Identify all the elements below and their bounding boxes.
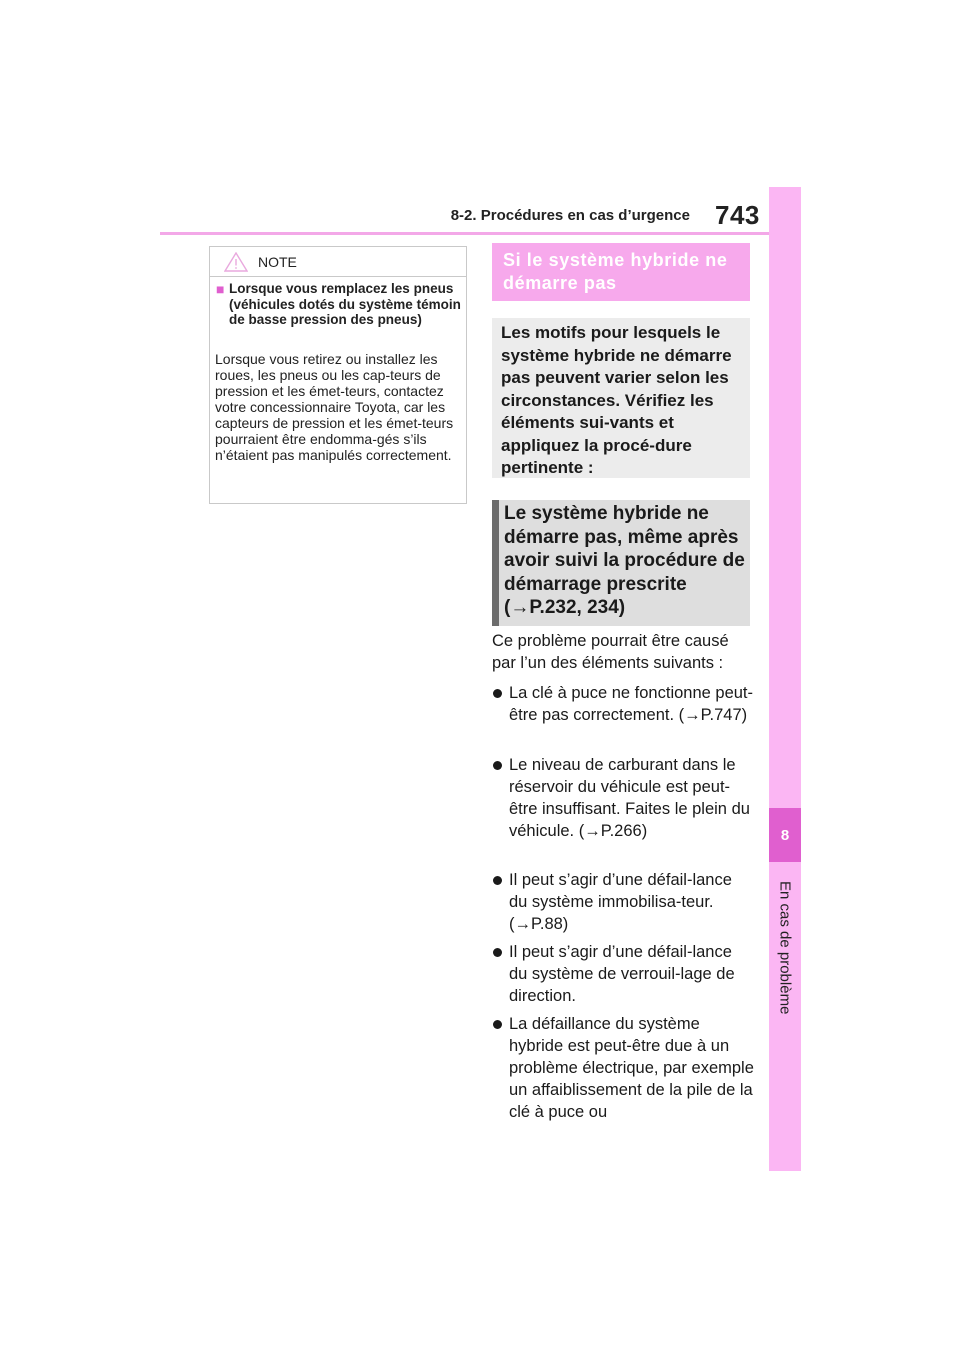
header-rule: [160, 232, 770, 235]
body-intro-text: Ce problème pourrait être causé par l’un des éléments suivants :: [492, 632, 729, 672]
chapter-label: [769, 868, 801, 1028]
note-bullet-square: ■: [216, 281, 225, 297]
subsection-accent-bar: [492, 500, 499, 626]
chapter-number-tab[interactable]: 8: [769, 808, 801, 862]
bullet-dot-icon: [493, 1020, 502, 1029]
section-heading: 8-2. Procédures en cas d’urgence: [450, 207, 690, 224]
warning-triangle-icon: [224, 252, 248, 272]
subsection-heading-box: [492, 500, 750, 626]
bullet-dot-icon: [493, 689, 502, 698]
note-body-text: Lorsque vous retirez ou installez les roues, les pneus ou les cap-teurs de pression et les émet-teurs, contactez votre concessionnaire Toyota, car les capteurs de pression et les émet-teurs pourraient être endomma-gés s’ils n’étaient pas manipulés correctement.: [215, 351, 454, 463]
section-title: Si le système hybride ne démarre pas: [503, 250, 728, 293]
intro-box: [492, 318, 750, 478]
note-box: [209, 246, 467, 504]
page-number: 743: [715, 200, 760, 230]
bullet-dot-icon: [493, 876, 502, 885]
list-item-text: La clé à puce ne fonctionne peut-être pas correctement. (→P.747): [509, 684, 754, 724]
bullet-dot-icon: [493, 761, 502, 770]
chapter-label-text: En cas de problème: [776, 881, 794, 1015]
list-item-text: Il peut s’agir d’une défail-lance du système immobilisa-teur. (→P.88): [509, 871, 732, 933]
list-item-text: Le niveau de carburant dans le réservoir du véhicule est peut-être insuffisant. Faites le plein du véhicule. (→P.266): [509, 756, 750, 840]
note-header: [210, 247, 466, 277]
note-title: NOTE: [258, 254, 297, 270]
section-title-box: [492, 243, 750, 301]
list-item-text: La défaillance du système hybride est peut-être due à un problème électrique, par exemple un affaiblissement de la pile de la clé à puce ou: [509, 1015, 754, 1121]
list-item-text: Il peut s’agir d’une défail-lance du système de verrouil-lage de direction.: [509, 943, 735, 1005]
note-subheading: Lorsque vous remplacez les pneus (véhicules dotés du système témoin de basse pression des pneus): [229, 281, 461, 327]
subsection-heading: Le système hybride ne démarre pas, même après avoir suivi la procédure de démarrage prescrite (→P.232, 234): [504, 503, 745, 618]
intro-text: Les motifs pour lesquels le système hybride ne démarre pas peuvent varier selon les circonstances. Vérifiez les éléments sui-vants et appliquez la procé-dure pertinente :: [501, 323, 732, 477]
bullet-dot-icon: [493, 948, 502, 957]
